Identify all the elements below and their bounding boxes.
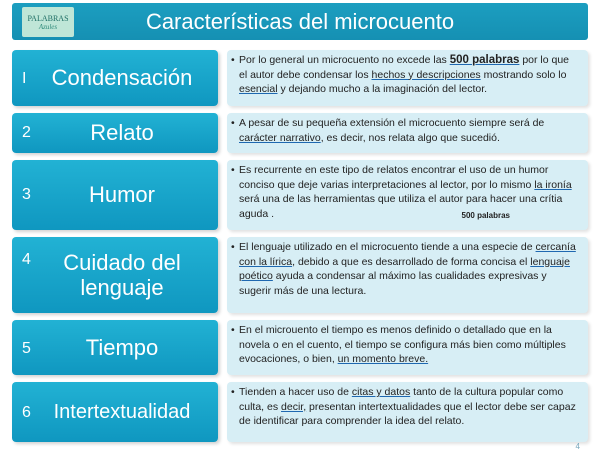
description-text: El lenguaje utilizado en el microcuento tiende a una especie de cercanía con la lírica, debido a que es desarrollado de forma concisa el lenguaje poético ayuda a condensar al máximo las cualidades expresivas y sugerir más de una lectura. [239,241,576,297]
description-text: Tienden a hacer uso de citas y datos tanto de la cultura popular como culta, es decir, presentan intertextualidades que el lector debe ser capaz de identificar para comprender la idea del relato. [239,386,576,428]
row-label-text: Tiempo [85,334,159,360]
highlighted-term: citas y datos [351,386,411,398]
row-label-text: Condensación [51,65,193,91]
row-number: I [22,70,27,87]
title-bar [12,3,588,40]
highlighted-term: decir, [281,400,307,413]
bullet-icon: • [231,164,235,176]
row-number: 6 [22,404,31,421]
row-description [227,160,588,230]
bullet-icon: • [231,54,235,66]
row-label-text: Relato [90,120,154,146]
row-condensacion [12,50,588,106]
row-description [227,113,588,153]
highlighted-term: la ironía [534,178,572,191]
row-label-box [12,237,218,313]
row-description [227,382,588,442]
row-intertextualidad [12,382,588,442]
bullet-icon: • [231,241,235,253]
bullet-icon: • [231,386,235,398]
row-label-box [12,320,218,375]
row-number: 5 [22,340,31,357]
row-relato [12,113,588,153]
row-label-box [12,382,218,442]
row-description [227,50,588,106]
bullet-icon: • [231,117,235,129]
row-description [227,320,588,375]
highlighted-term: hechos y descripciones [371,68,481,81]
logo-text-line1: PALABRAS [27,13,69,23]
highlighted-term: esencial [239,83,278,96]
page-number: 4 [575,442,580,451]
row-number: 2 [22,124,31,141]
row-label-box [12,160,218,230]
highlighted-term: cercanía con la lírica [239,241,576,268]
row-tiempo [12,320,588,375]
highlighted-term: carácter narrativo [239,131,321,144]
row-label-box [12,50,218,106]
row-number: 3 [22,186,31,203]
highlighted-term: un momento breve. [337,353,429,366]
description-text: En el microuento el tiempo es menos definido o detallado que en la novela o en el cuento, el tiempo se configura más bien como múltiples evocaciones, o bien, un momento breve. [239,324,566,366]
bullet-icon: • [231,324,235,336]
description-text: Por lo general un microcuento no excede las 500 palabras por lo que el autor debe condensar los hechos y descripciones mostrando solo lo esencial y dejando mucho a la imaginación del lector. [239,54,570,96]
row-label-text: Cuidado del lenguaje [63,249,181,300]
logo-text-line2: Azules [38,22,58,31]
margin-note: 500 palabras [461,211,510,221]
description-text: A pesar de su pequeña extensión el microcuento siempre será de carácter narrativo, es decir, nos relata algo que sucedió. [239,117,545,144]
row-label-text: Intertextualidad [53,400,191,423]
highlighted-term: lenguaje poético [239,255,570,283]
row-cuidado-del-lenguaje [12,237,588,313]
row-label-box [12,113,218,153]
page-title: Características del microcuento [145,9,455,34]
highlighted-term: 500 palabras [449,54,520,66]
description-text: Es recurrente en este tipo de relatos encontrar el uso de un humor conciso que deje varias interpretaciones al lector, por lo mismo la ironía será una de las herramientas que utiliza el autor para hacer una crítia aguda . [239,164,572,220]
row-description [227,237,588,313]
row-humor [12,160,588,230]
row-number: 4 [22,251,31,268]
row-label-text: Humor [88,182,155,208]
